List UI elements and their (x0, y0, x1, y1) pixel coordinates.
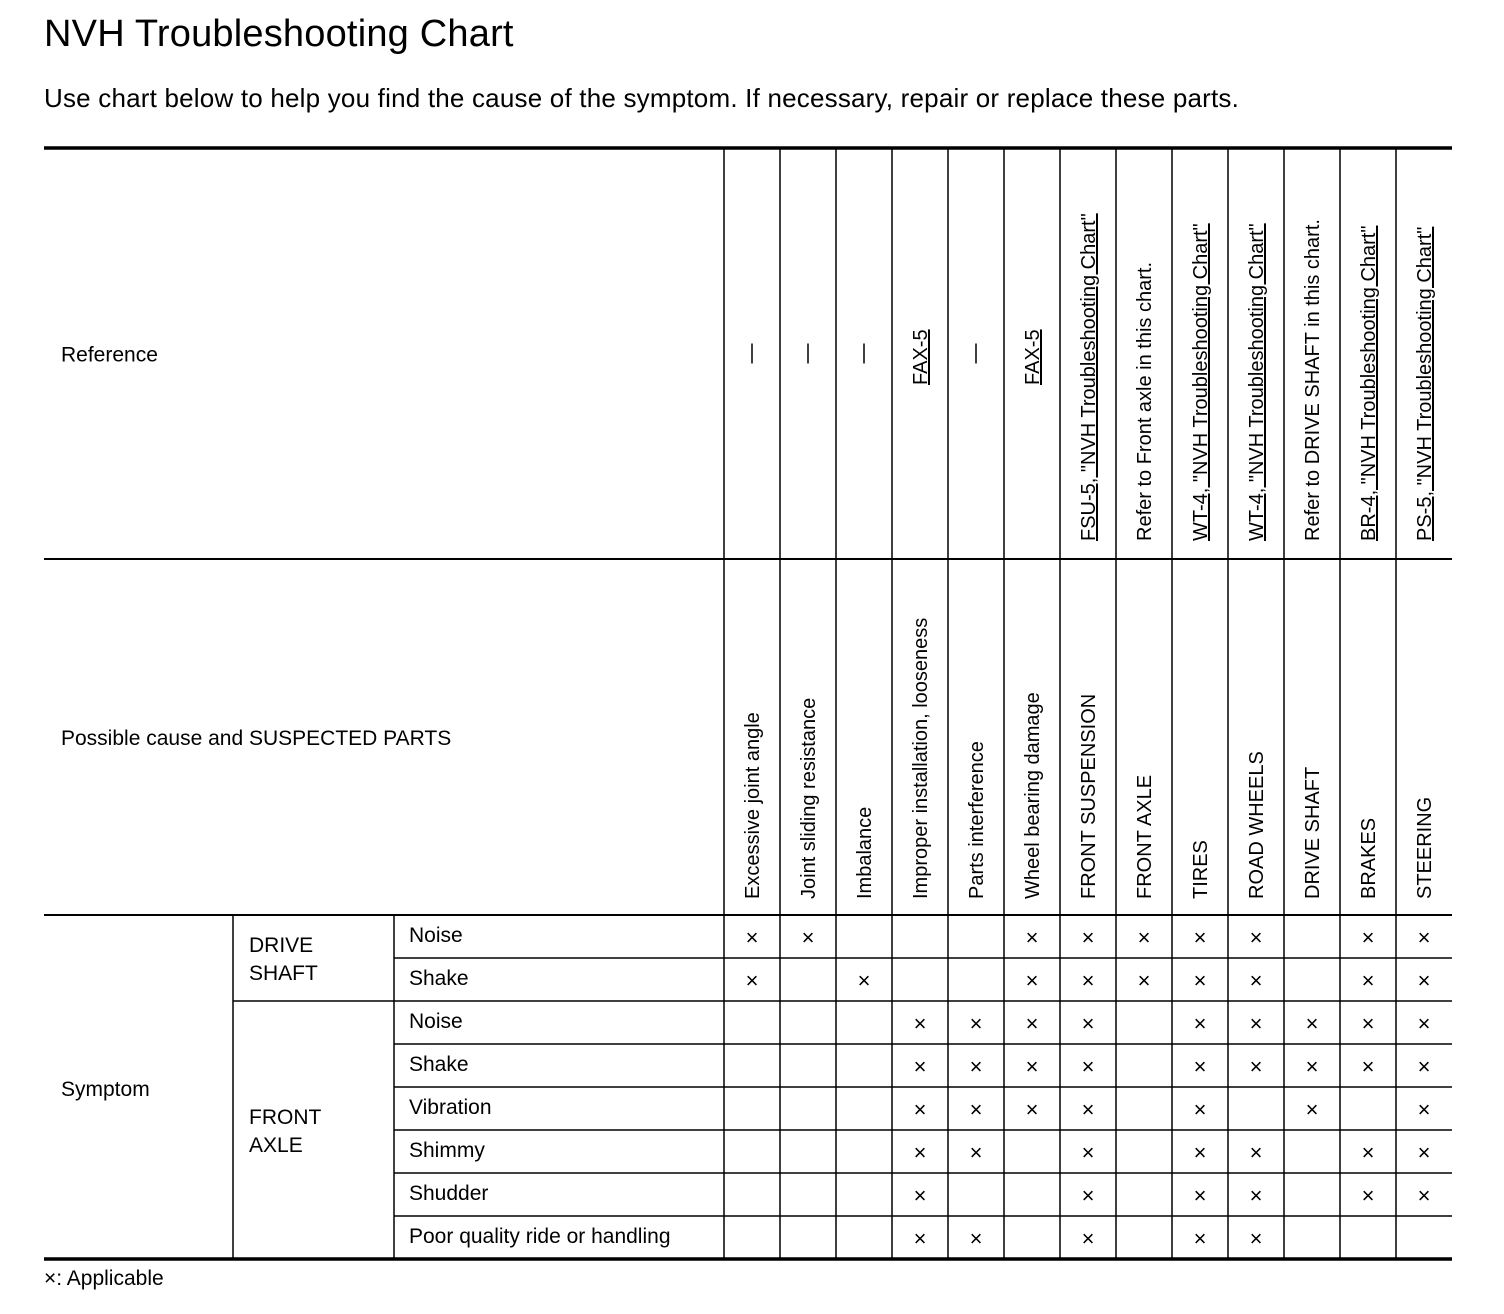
applicable-mark: × (1305, 1054, 1319, 1079)
reference-header: Reference (61, 343, 158, 367)
reference-link: FSU-5, "NVH Troubleshooting Chart" (1078, 213, 1100, 541)
applicable-mark: × (1361, 925, 1375, 950)
applicable-mark: × (1193, 1183, 1207, 1208)
applicable-mark: × (857, 968, 871, 993)
applicable-mark: × (913, 1226, 927, 1251)
applicable-mark: × (1249, 1054, 1263, 1079)
applicable-mark: × (1305, 1097, 1319, 1122)
symptom-label: Poor quality ride or handling (409, 1225, 671, 1248)
applicable-mark: × (1137, 968, 1151, 993)
applicable-mark: × (1249, 1226, 1263, 1251)
cause-header: Excessive joint angle (742, 712, 764, 899)
cause-header: Improper installation, looseness (910, 617, 932, 899)
applicable-mark: × (1025, 1097, 1039, 1122)
cause-header: STEERING (1414, 796, 1436, 899)
applicable-mark: × (1193, 1140, 1207, 1165)
applicable-mark: × (1361, 1183, 1375, 1208)
applicable-mark: × (1361, 1011, 1375, 1036)
reference-link: BR-4, "NVH Troubleshooting Chart" (1358, 225, 1380, 541)
reference-text: Refer to DRIVE SHAFT in this chart. (1302, 219, 1324, 541)
group-label-line: FRONT (249, 1106, 322, 1129)
group-label-line: SHAFT (249, 962, 318, 985)
applicable-mark: × (1193, 1226, 1207, 1251)
reference-link: FAX-5 (910, 329, 932, 385)
applicable-mark: × (969, 1140, 983, 1165)
applicable-mark: × (1081, 1011, 1095, 1036)
applicable-mark: × (1025, 925, 1039, 950)
applicable-mark: × (1249, 1140, 1263, 1165)
applicable-mark: × (1081, 1183, 1095, 1208)
applicable-mark: × (969, 1097, 983, 1122)
applicable-mark: × (1361, 968, 1375, 993)
group-label-line: DRIVE (249, 934, 314, 957)
applicable-mark: × (801, 925, 815, 950)
applicable-mark: × (1417, 925, 1431, 950)
applicable-mark: × (745, 925, 759, 950)
applicable-mark: × (1081, 1140, 1095, 1165)
applicable-mark: × (1249, 1183, 1263, 1208)
applicable-mark: × (1081, 1226, 1095, 1251)
applicable-mark: × (913, 1097, 927, 1122)
symptom-label: Noise (409, 1010, 463, 1033)
applicable-mark: × (1361, 1140, 1375, 1165)
cause-header: ROAD WHEELS (1246, 751, 1268, 899)
group-label-line: AXLE (249, 1134, 303, 1157)
cause-header: FRONT SUSPENSION (1078, 693, 1100, 899)
applicable-mark: × (1417, 1140, 1431, 1165)
applicable-mark: × (913, 1054, 927, 1079)
applicable-mark: × (1417, 968, 1431, 993)
applicable-mark: × (1081, 1097, 1095, 1122)
cause-header: Wheel bearing damage (1022, 692, 1044, 899)
applicable-mark: × (1193, 925, 1207, 950)
reference-link: PS-5, "NVH Troubleshooting Chart" (1414, 226, 1436, 541)
applicable-mark: × (1081, 1054, 1095, 1079)
symptom-label: Shake (409, 967, 469, 990)
reference-link: WT-4, "NVH Troubleshooting Chart" (1190, 223, 1212, 541)
applicable-mark: × (913, 1183, 927, 1208)
applicable-mark: × (1025, 1011, 1039, 1036)
symptom-label: Shimmy (409, 1139, 485, 1162)
symptom-label: Vibration (409, 1096, 492, 1119)
applicable-mark: × (1025, 1054, 1039, 1079)
reference-link: FAX-5 (1022, 329, 1044, 385)
applicable-mark: × (1249, 1011, 1263, 1036)
applicable-mark: × (1249, 925, 1263, 950)
page-subtitle: Use chart below to help you find the cause of the symptom. If necessary, repair or replace these parts. (44, 83, 1240, 113)
reference-text: Refer to Front axle in this chart. (1134, 261, 1156, 541)
cause-header: Parts interference (966, 741, 988, 899)
applicable-mark: × (1193, 968, 1207, 993)
applicable-mark: × (1361, 1054, 1375, 1079)
applicable-mark: × (969, 1054, 983, 1079)
applicable-mark: × (1417, 1011, 1431, 1036)
applicable-mark: × (745, 968, 759, 993)
footnote-legend: ×: Applicable (44, 1267, 164, 1290)
applicable-mark: × (1137, 925, 1151, 950)
cause-header: DRIVE SHAFT (1302, 766, 1324, 899)
applicable-mark: × (1249, 968, 1263, 993)
applicable-mark: × (1193, 1011, 1207, 1036)
applicable-mark: × (1025, 968, 1039, 993)
applicable-mark: × (1193, 1054, 1207, 1079)
applicable-mark: × (1417, 1054, 1431, 1079)
applicable-mark: × (969, 1011, 983, 1036)
applicable-mark: × (1417, 1097, 1431, 1122)
symptom-label: Shake (409, 1053, 469, 1076)
symptom-label: Noise (409, 924, 463, 947)
applicable-mark: × (969, 1226, 983, 1251)
applicable-mark: × (1417, 1183, 1431, 1208)
symptom-label: Shudder (409, 1182, 489, 1205)
cause-header: FRONT AXLE (1134, 774, 1156, 899)
symptom-header: Symptom (61, 1078, 150, 1101)
applicable-mark: × (913, 1140, 927, 1165)
cause-header: BRAKES (1358, 817, 1380, 899)
reference-link: WT-4, "NVH Troubleshooting Chart" (1246, 223, 1268, 541)
cause-header: Imbalance (854, 806, 876, 899)
possible-cause-header: Possible cause and SUSPECTED PARTS (61, 727, 452, 750)
applicable-mark: × (913, 1011, 927, 1036)
applicable-mark: × (1305, 1011, 1319, 1036)
applicable-mark: × (1081, 968, 1095, 993)
cause-header: Joint sliding resistance (798, 697, 820, 899)
applicable-mark: × (1193, 1097, 1207, 1122)
applicable-mark: × (1081, 925, 1095, 950)
page-title: NVH Troubleshooting Chart (44, 13, 514, 55)
cause-header: TIRES (1190, 840, 1212, 899)
